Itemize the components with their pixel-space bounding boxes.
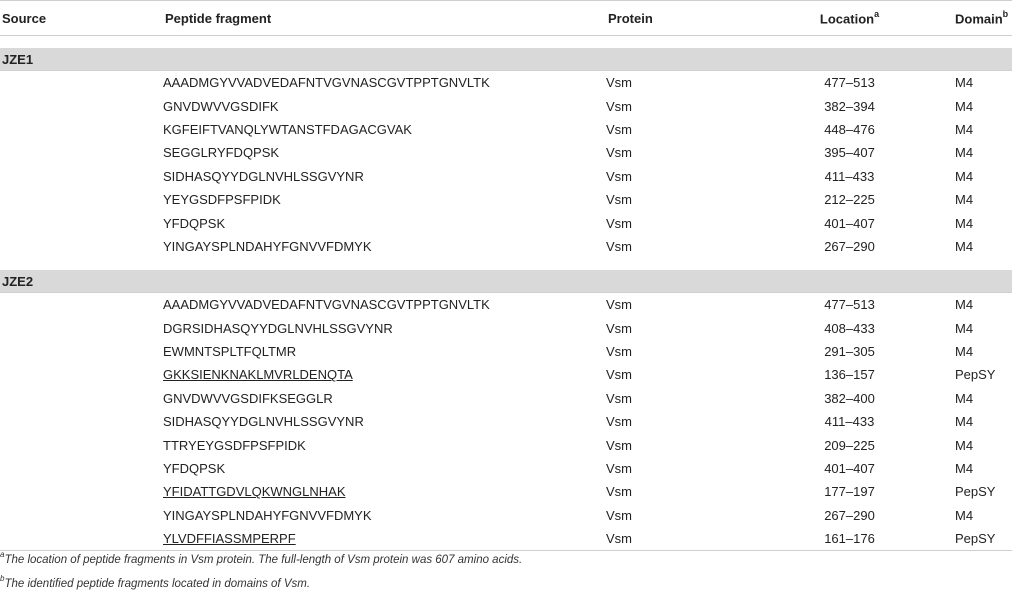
table-row xyxy=(0,211,1012,234)
table-row xyxy=(0,504,1012,527)
footnote-a: $^a$The location of peptide fragments in Vsm protein. The full-length of Vsm protein was 607 amino acids. xyxy=(0,550,523,566)
table-row xyxy=(0,340,1012,363)
cell-location: 401–407 xyxy=(824,215,875,231)
table-row xyxy=(0,235,1012,258)
cell-peptide: SIDHASQYYDGLNVHLSSGVYNR xyxy=(163,414,364,430)
cell-protein: Vsm xyxy=(606,320,632,336)
cell-domain: M4 xyxy=(955,98,974,114)
cell-location: 177–197 xyxy=(824,484,875,500)
table-row xyxy=(0,71,1012,95)
cell-protein: Vsm xyxy=(606,192,632,208)
cell-source xyxy=(0,480,163,503)
cell-source xyxy=(0,363,163,386)
cell-source xyxy=(0,317,163,340)
cell-domain: M4 xyxy=(955,168,974,184)
table-row xyxy=(0,94,1012,117)
cell-domain: M4 xyxy=(955,344,974,360)
cell-location: 411–433 xyxy=(824,168,875,184)
cell-peptide: DGRSIDHASQYYDGLNVHLSSGVYNR xyxy=(163,320,393,336)
cell-source xyxy=(0,340,163,363)
cell-protein: Vsm xyxy=(606,344,632,360)
table-row xyxy=(0,141,1012,164)
cell-peptide: YFDQPSK xyxy=(163,461,226,477)
table-body xyxy=(0,36,1012,551)
header-domain: Domain$^b$ xyxy=(953,1,1012,36)
footnote-marker-b: b xyxy=(1002,8,1009,19)
cell-peptide: GNVDWVVGSDIFKSEGGLR xyxy=(163,390,333,406)
cell-domain: M4 xyxy=(955,75,974,91)
cell-peptide: EWMNTSPLTFQLTMR xyxy=(163,344,297,360)
cell-source xyxy=(0,410,163,433)
cell-protein: Vsm xyxy=(606,145,632,161)
cell-source xyxy=(0,433,163,456)
cell-peptide: SIDHASQYYDGLNVHLSSGVYNR xyxy=(163,168,364,184)
cell-location: 267–290 xyxy=(824,238,875,254)
cell-protein: Vsm xyxy=(606,297,632,313)
header-row xyxy=(0,1,1012,36)
cell-location: 395–407 xyxy=(824,145,875,161)
cell-source xyxy=(0,118,163,141)
cell-source xyxy=(0,235,163,258)
cell-source xyxy=(0,188,163,211)
cell-domain: M4 xyxy=(955,461,974,477)
cell-protein: Vsm xyxy=(606,367,632,383)
cell-source xyxy=(0,211,163,234)
cell-protein: Vsm xyxy=(606,484,632,500)
group-header-row xyxy=(0,270,1012,293)
cell-location: 408–433 xyxy=(824,320,875,336)
cell-location: 477–513 xyxy=(824,297,875,313)
cell-location: 291–305 xyxy=(824,344,875,360)
cell-protein: Vsm xyxy=(606,390,632,406)
cell-domain: PepSY xyxy=(953,527,1012,551)
cell-peptide: YFIDATTGDVLQKWNGLNHAK xyxy=(163,484,346,500)
table-row xyxy=(0,410,1012,433)
header-protein: Protein xyxy=(606,1,776,36)
cell-source xyxy=(0,141,163,164)
cell-protein: Vsm xyxy=(606,414,632,430)
cell-protein: Vsm xyxy=(606,507,632,523)
table-row xyxy=(0,293,1012,317)
cell-location: 411–433 xyxy=(824,414,875,430)
cell-domain: PepSY xyxy=(955,484,996,500)
cell-protein: Vsm xyxy=(606,215,632,231)
footnote-b: $^b$The identified peptide fragments located in domains of Vsm. xyxy=(0,573,311,590)
cell-location: 477–513 xyxy=(824,75,875,91)
cell-protein: Vsm xyxy=(606,527,776,551)
cell-domain: M4 xyxy=(955,437,974,453)
footnote-marker-a: a xyxy=(874,8,880,19)
cell-source xyxy=(0,504,163,527)
cell-domain: M4 xyxy=(955,215,974,231)
cell-peptide: YINGAYSPLNDAHYFGNVVFDMYK xyxy=(163,507,372,523)
cell-domain: M4 xyxy=(955,320,974,336)
cell-domain: M4 xyxy=(955,121,974,137)
cell-domain: M4 xyxy=(955,390,974,406)
cell-protein: Vsm xyxy=(606,168,632,184)
cell-domain: M4 xyxy=(955,414,974,430)
cell-peptide: TTRYEYGSDFPSFPIDK xyxy=(163,437,306,453)
header-peptide: Peptide fragment xyxy=(163,1,606,36)
table-row xyxy=(0,433,1012,456)
table-row xyxy=(0,118,1012,141)
table-row xyxy=(0,165,1012,188)
group-spacer xyxy=(0,36,1012,49)
cell-location: 267–290 xyxy=(824,507,875,523)
cell-domain: M4 xyxy=(955,297,974,313)
table-header xyxy=(0,1,1012,36)
cell-peptide: YEYGSDFPSFPIDK xyxy=(163,192,281,208)
cell-source xyxy=(0,293,163,317)
cell-source xyxy=(0,457,163,480)
table-row xyxy=(0,457,1012,480)
cell-location: 401–407 xyxy=(824,461,875,477)
cell-source xyxy=(0,71,163,95)
table-row xyxy=(0,317,1012,340)
cell-location: 448–476 xyxy=(824,121,875,137)
cell-source xyxy=(0,94,163,117)
cell-location: 212–225 xyxy=(824,192,875,208)
table-row xyxy=(0,480,1012,503)
cell-location: 136–157 xyxy=(824,367,875,383)
cell-protein: Vsm xyxy=(606,461,632,477)
group-label: JZE1 xyxy=(0,48,1012,71)
cell-protein: Vsm xyxy=(606,98,632,114)
group-label: JZE2 xyxy=(0,270,1012,293)
footnotes xyxy=(0,546,522,594)
cell-domain: M4 xyxy=(955,507,974,523)
header-source: Source xyxy=(0,1,163,36)
cell-protein: Vsm xyxy=(606,75,632,91)
cell-location: 161–176 xyxy=(776,527,953,551)
cell-protein: Vsm xyxy=(606,437,632,453)
cell-peptide: GNVDWVVGSDIFK xyxy=(163,98,279,114)
cell-location: 209–225 xyxy=(824,437,875,453)
cell-peptide: KGFEIFTVANQLYWTANSTFDAGACGVAK xyxy=(163,121,412,137)
group-header-row xyxy=(0,48,1012,71)
table-row xyxy=(0,387,1012,410)
cell-source xyxy=(0,165,163,188)
cell-peptide: GKKSIENKNAKLMVRLDENQTA xyxy=(163,367,353,383)
cell-domain: M4 xyxy=(955,192,974,208)
cell-source xyxy=(0,387,163,410)
cell-protein: Vsm xyxy=(606,121,632,137)
cell-domain: PepSY xyxy=(955,367,996,383)
table-row xyxy=(0,363,1012,386)
cell-peptide: SEGGLRYFDQPSK xyxy=(163,145,280,161)
cell-peptide: YLVDFFIASSMPERPF xyxy=(163,527,606,551)
cell-protein: Vsm xyxy=(606,238,632,254)
cell-peptide: AAADMGYVVADVEDAFNTVGVNASCGVTPPTGNVLTK xyxy=(163,75,490,91)
header-location: Location$^a$ xyxy=(776,1,953,36)
cell-domain: M4 xyxy=(955,145,974,161)
cell-peptide: AAADMGYVVADVEDAFNTVGVNASCGVTPPTGNVLTK xyxy=(163,297,490,313)
cell-location: 382–400 xyxy=(824,390,875,406)
table-row xyxy=(0,188,1012,211)
cell-peptide: YINGAYSPLNDAHYFGNVVFDMYK xyxy=(163,238,372,254)
cell-peptide: YFDQPSK xyxy=(163,215,226,231)
cell-location: 382–394 xyxy=(824,98,875,114)
cell-domain: M4 xyxy=(955,238,974,254)
group-spacer xyxy=(0,258,1012,270)
